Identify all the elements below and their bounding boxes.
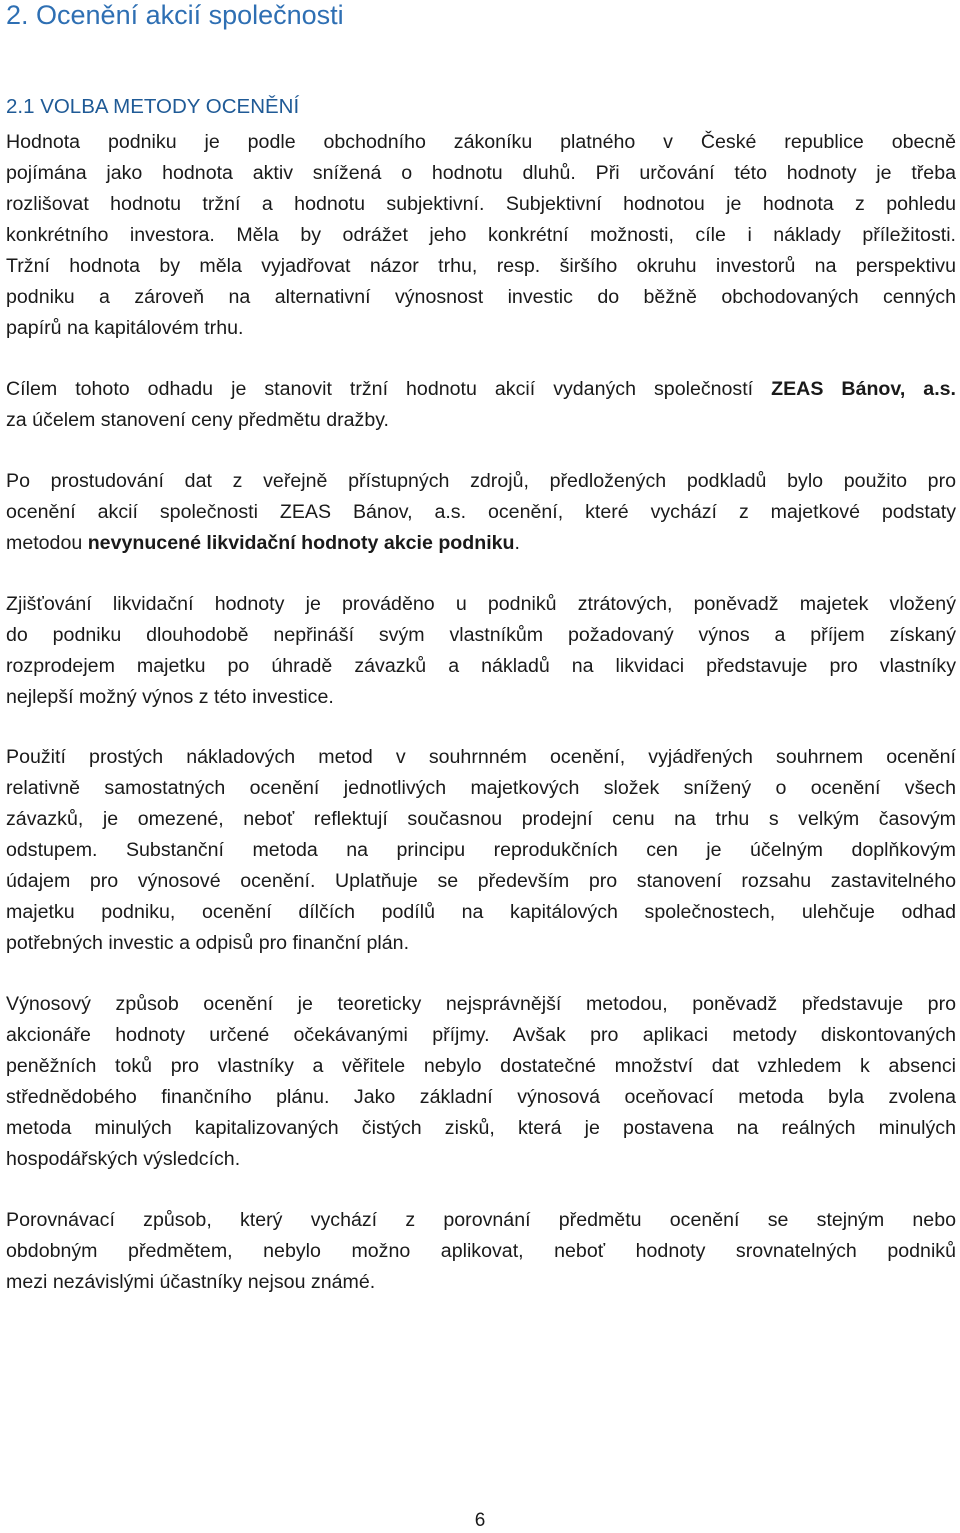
text-line: Výnosový způsob ocenění je teoreticky nejsprávnější metodou, poněvadž představuje pro [6,993,956,1015]
paragraph-company-value [6,127,956,344]
text-line: Hodnota podniku je podle obchodního zákoníku platného v České republice obecně [6,131,956,153]
text-line [6,528,956,559]
text-line: podniku a zároveň na alternativní výnosnost investic do běžně obchodovaných cenných [6,286,956,308]
method-name: nevynucené likvidační hodnoty akcie podniku [87,532,515,554]
page-number: 6 [474,1510,486,1531]
method-end: . [514,532,520,554]
text-line [6,374,956,405]
method-text: metodou [6,532,88,554]
text-line: potřebných investic a odpisů pro finanční plán. [6,932,410,954]
text-line: Porovnávací způsob, který vychází z porovnání předmětu ocenění se stejným nebo [6,1209,956,1231]
text-line: odstupem. Substanční metoda na principu reprodukčních cen je účelným doplňkovým [6,839,956,861]
text-line: majetku podniku, ocenění dílčích podílů na kapitálových společnostech, ulehčuje odhad [6,901,956,923]
paragraph-goal [6,374,956,436]
paragraph-method [6,466,956,559]
goal-text: Cílem tohoto odhadu je stanovit tržní hodnotu akcií vydaných společností [6,378,772,400]
text-line: peněžních toků pro vlastníky a věřitele nebylo dostatečné množství dat vzhledem k absenci [6,1055,956,1077]
text-line: Tržní hodnota by měla vyjadřovat názor trhu, resp. širšího okruhu investorů na perspektivu [6,255,956,277]
text-line: konkrétního investora. Měla by odrážet jeho konkrétní možnosti, cíle i náklady příležitosti. [6,224,956,246]
text-line: Po prostudování dat z veřejně přístupných zdrojů, předložených podkladů bylo použito pro [6,470,956,492]
text-line: obdobným předmětem, nebylo možno aplikovat, neboť hodnoty srovnatelných podniků [6,1240,956,1262]
company-name: ZEAS Bánov, a.s. [771,378,956,400]
text-line: pojímána jako hodnota aktiv snížená o hodnotu dluhů. Při určování této hodnoty je třeba [6,162,956,184]
text-line: závazků, je omezené, neboť reflektují současnou prodejní cenu na trhu s velkým časovým [6,808,956,830]
paragraph-income-method [6,989,956,1175]
text-line: Zjišťování likvidační hodnoty je prováděno u podniků ztrátových, poněvadž majetek vložený [6,593,956,615]
text-line: mezi nezávislými účastníky nejsou známé. [6,1271,376,1293]
text-line: Použití prostých nákladových metod v souhrnném ocenění, vyjádřených souhrnem ocenění [6,746,956,768]
paragraph-cost-methods [6,742,956,959]
text-line: údajem pro výnosové ocenění. Uplatňuje se především pro stanovení rozsahu zastavitelného [6,870,956,892]
text-line: papírů na kapitálovém trhu. [6,317,244,339]
text-line: hospodářských výsledcích. [6,1148,241,1170]
text-line: relativně samostatných ocenění jednotlivých majetkových složek snížený o ocenění všech [6,777,956,799]
text-line: do podniku dlouhodobě nepřináší svým vlastníkům požadovaný výnos a příjem získaný [6,624,956,646]
text-line: akcionáře hodnoty určené očekávanými příjmy. Avšak pro aplikaci metody diskontovaných [6,1024,956,1046]
paragraph-liquidation [6,589,956,713]
text-line: rozlišovat hodnotu tržní a hodnotu subjektivní. Subjektivní hodnotou je hodnota z pohledu [6,193,956,215]
text-line: metoda minulých kapitalizovaných čistých zisků, která je postavena na reálných minulých [6,1117,956,1139]
text-line: rozprodejem majetku po úhradě závazků a nákladů na likvidaci představuje pro vlastníky [6,655,956,677]
text-line: za účelem stanovení ceny předmětu dražby. [6,409,390,431]
text-line: ocenění akcií společnosti ZEAS Bánov, a.s. ocenění, které vychází z majetkové podstaty [6,501,956,523]
chapter-title: 2. Ocenění akcií společnosti [6,0,344,30]
section-heading: 2.1 VOLBA METODY OCENĚNÍ [6,95,300,118]
text-line: střednědobého finančního plánu. Jako základní výnosová oceňovací metoda byla zvolena [6,1086,956,1108]
text-line: nejlepší možný výnos z této investice. [6,686,334,708]
paragraph-comparative [6,1205,956,1298]
